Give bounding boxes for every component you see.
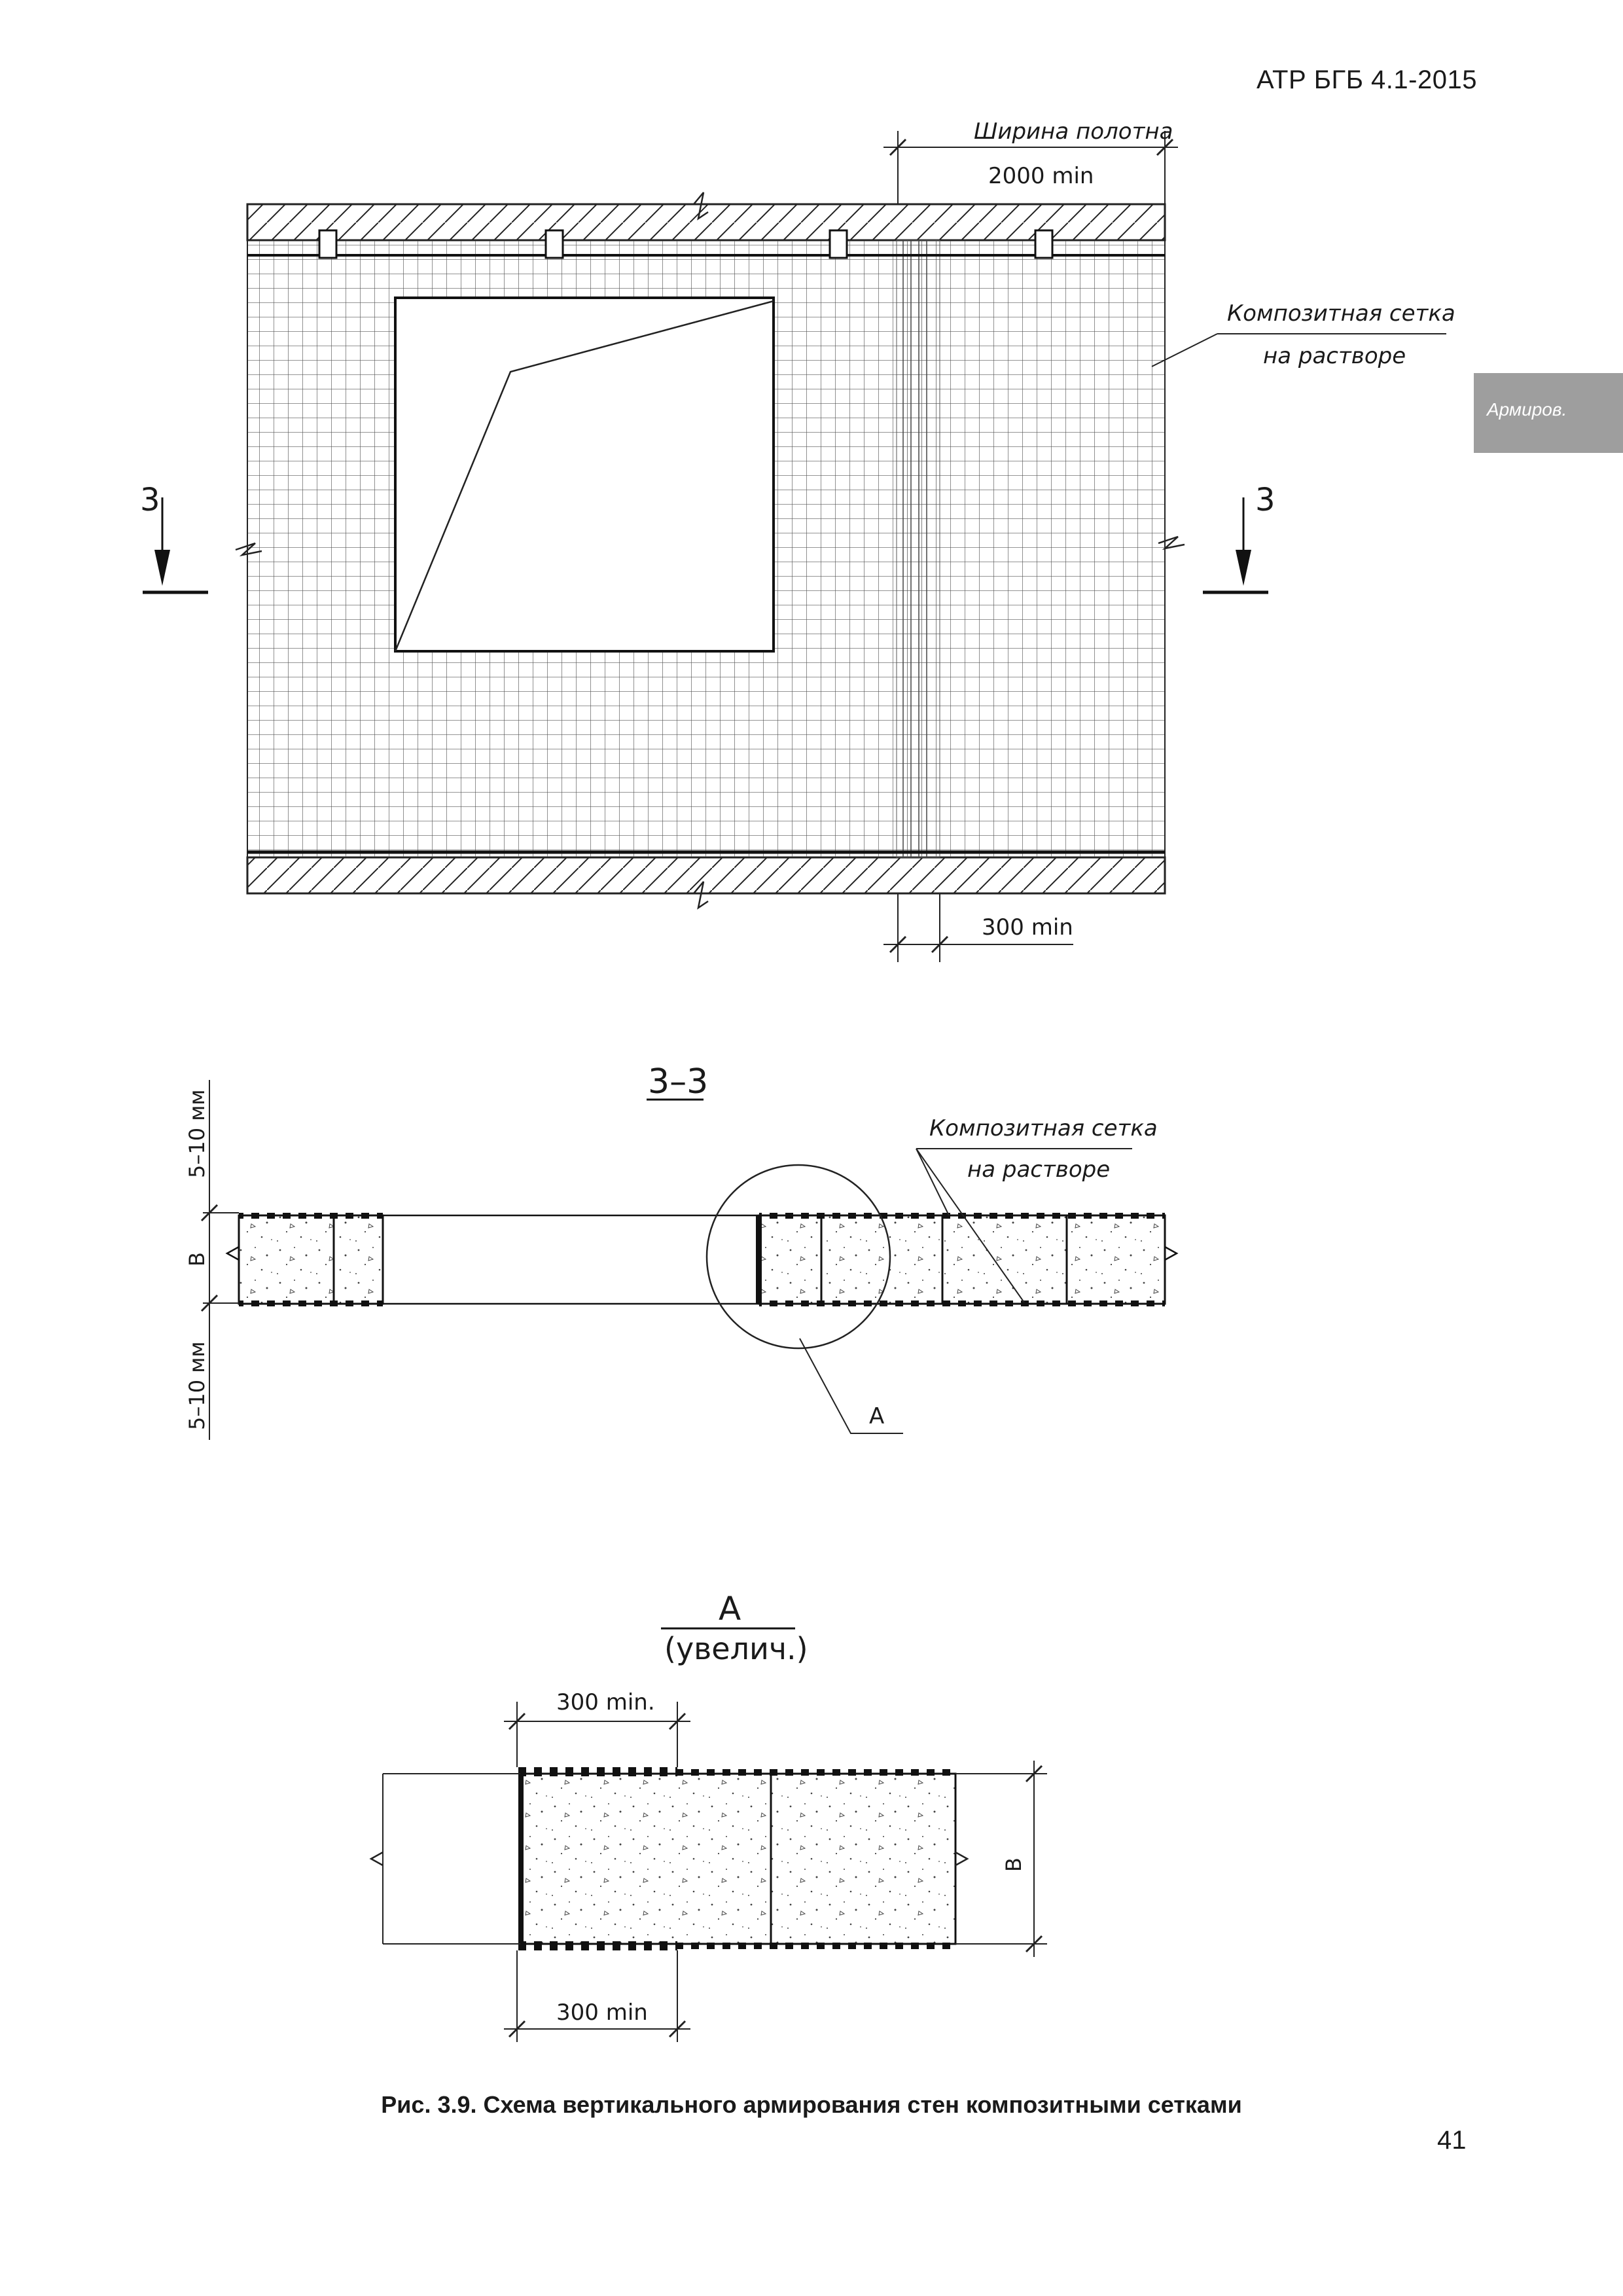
mesh-note-section-line1: Композитная сетка [929, 1115, 1158, 1141]
dim-overlap-value: 300 min [982, 914, 1073, 941]
dim-top-section: 5–10 мм [185, 1089, 209, 1178]
detail-a [371, 1590, 1047, 2042]
mesh-note-top-line2: на растворе [1263, 343, 1406, 369]
dim-bottom-section: 5–10 мм [185, 1341, 209, 1430]
section-mark-right-label: 3 [1255, 482, 1275, 518]
mesh-note-top [1152, 300, 1455, 369]
document-code: АТР БГБ 4.1-2015 [1257, 65, 1477, 94]
section-mark-right [1203, 482, 1275, 592]
detail-title-line2: (увелич.) [664, 1631, 808, 1666]
dim-mid-section: B [185, 1252, 209, 1266]
detail-dim-top: 300 min. [556, 1689, 655, 1715]
dimension-overlap [883, 893, 1073, 962]
section-3-3 [185, 1062, 1177, 1440]
section-title: 3–3 [648, 1062, 709, 1102]
mesh-note-section-line2: на растворе [967, 1157, 1111, 1183]
dim-width-value: 2000 min [988, 163, 1094, 189]
dimension-sheet-width [883, 118, 1178, 204]
dim-width-label: Ширина полотна [974, 118, 1173, 145]
detail-dim-bottom: 300 min [556, 2000, 648, 2026]
window-opening [395, 298, 774, 651]
figure-caption: Рис. 3.9. Схема вертикального армирования стен композитными сетками [381, 2091, 1242, 2118]
side-tab-label: Армиров. [1487, 399, 1567, 420]
mesh-note-top-line1: Композитная сетка [1227, 300, 1455, 327]
detail-callout: А [869, 1403, 885, 1429]
detail-dim-side: B [1001, 1857, 1026, 1872]
detail-title-line1: А [719, 1590, 741, 1628]
page-number: 41 [1437, 2126, 1467, 2155]
wall-elevation [236, 192, 1185, 908]
section-mark-left [140, 482, 208, 592]
section-mark-left-label: 3 [140, 482, 160, 518]
